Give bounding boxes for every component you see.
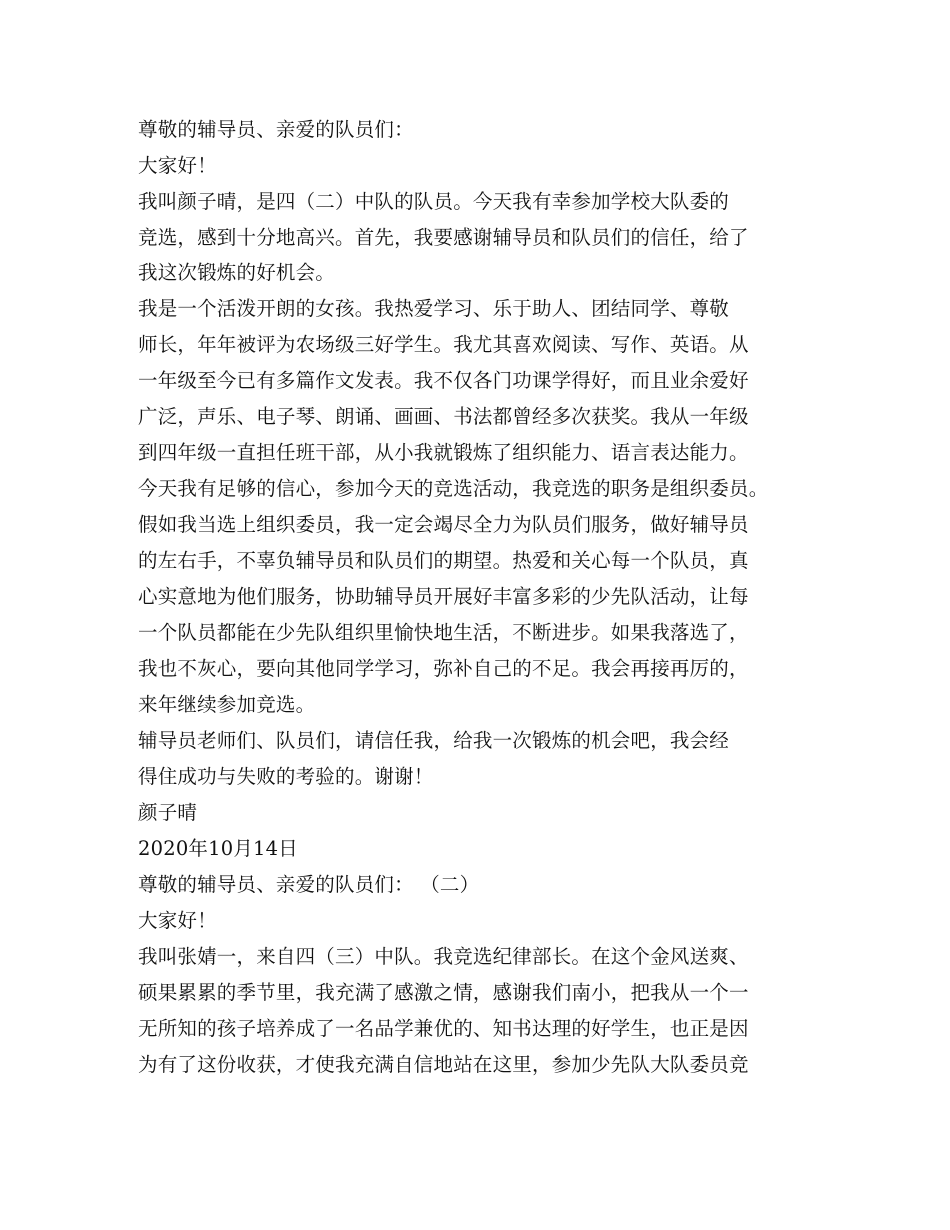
signature-name: 颜子晴 xyxy=(138,801,198,824)
text-line: 为有了这份收获，才使我充满自信地站在这里，参加少先队大队委员竞 xyxy=(138,1053,749,1076)
text-line: 辅导员老师们、队员们，请信任我，给我一次锻炼的机会吧，我会经 xyxy=(138,729,730,752)
text-line: 我也不灰心，要向其他同学学习，弥补自己的不足。我会再接再厉的， xyxy=(138,657,749,680)
greeting-line-2: 大家好！ xyxy=(138,909,217,932)
text-line: 假如我当选上组织委员，我一定会竭尽全力为队员们服务，做好辅导员 xyxy=(138,513,749,536)
text-line: 的左右手，不辜负辅导员和队员们的期望。热爱和关心每一个队员，真 xyxy=(138,549,749,572)
text-line: 广泛，声乐、电子琴、朗诵、画画、书法都曾经多次获奖。我从一年级 xyxy=(138,405,749,428)
text-line: 竞选，感到十分地高兴。首先，我要感谢辅导员和队员们的信任，给了 xyxy=(138,226,749,249)
text-line: 到四年级一直担任班干部，从小我就锻炼了组织能力、语言表达能力。 xyxy=(138,441,749,464)
text-line: 一年级至今已有多篇作文发表。我不仅各门功课学得好，而且业余爱好 xyxy=(138,369,749,392)
text-line: 心实意地为他们服务，协助辅导员开展好丰富多彩的少先队活动，让每 xyxy=(138,585,749,608)
text-line: 师长，年年被评为农场级三好学生。我尤其喜欢阅读、写作、英语。从 xyxy=(138,333,749,356)
text-line: 我叫颜子晴，是四（二）中队的队员。今天我有幸参加学校大队委的 xyxy=(138,190,730,213)
text-line: 我叫张婧一，来自四（三）中队。我竞选纪律部长。在这个金风送爽、 xyxy=(138,945,749,968)
greeting-line: 大家好！ xyxy=(138,154,217,177)
signature-date: 2020年10月14日 xyxy=(138,837,298,860)
text-line: 无所知的孩子培养成了一名品学兼优的、知书达理的好学生，也正是因 xyxy=(138,1017,749,1040)
text-line: 硕果累累的季节里，我充满了感激之情，感谢我们南小，把我从一个一 xyxy=(138,981,749,1004)
text-line: 来年继续参加竞选。 xyxy=(138,693,316,716)
text-line: 今天我有足够的信心，参加今天的竞选活动，我竞选的职务是组织委员。 xyxy=(138,477,769,500)
text-line: 一个队员都能在少先队组织里愉快地生活，不断进步。如果我落选了， xyxy=(138,621,749,644)
salutation-line-2: 尊敬的辅导员、亲爱的队员们： （二） xyxy=(138,873,480,896)
text-line: 得住成功与失败的考验的。谢谢！ xyxy=(138,765,434,788)
text-line: 我是一个活泼开朗的女孩。我热爱学习、乐于助人、团结同学、尊敬 xyxy=(138,297,730,320)
salutation-line: 尊敬的辅导员、亲爱的队员们： xyxy=(138,118,414,141)
text-line: 我这次锻炼的好机会。 xyxy=(138,261,336,284)
